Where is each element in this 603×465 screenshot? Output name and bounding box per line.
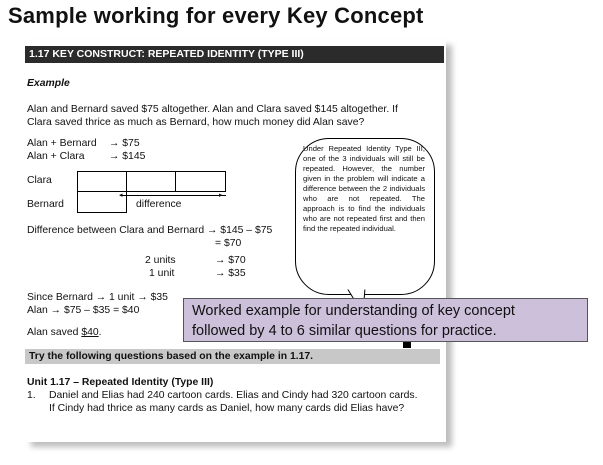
answer-suffix: . xyxy=(98,327,102,338)
question-1-number: 1. xyxy=(27,390,36,401)
model-difference-label: difference xyxy=(136,199,182,210)
clara-bar-divider-2 xyxy=(175,171,176,191)
since-line: Since Bernard → 1 unit → $35 xyxy=(27,292,168,303)
alan-line: Alan → $75 – $35 = $40 xyxy=(27,305,140,316)
example-label: Example xyxy=(27,78,70,89)
difference-line: Difference between Clara and Bernard → $145 – $75 xyxy=(27,225,273,236)
difference-arrow xyxy=(120,195,226,196)
arrow-head-left: ◂ xyxy=(119,192,123,199)
one-unit-value: → $35 xyxy=(215,268,246,279)
two-units-label: 2 units xyxy=(145,255,176,266)
worksheet-page xyxy=(25,40,446,442)
one-unit-label: 1 unit xyxy=(149,268,175,279)
slide-title: Sample working for every Key Concept xyxy=(8,3,424,28)
two-units-value: → $70 xyxy=(215,255,246,266)
section-header: 1.17 KEY CONSTRUCT: REPEATED IDENTITY (TYPE III) xyxy=(25,46,444,63)
callout-line-1: Worked example for understanding of key concept xyxy=(192,303,515,319)
clara-bar-divider-1 xyxy=(126,171,127,191)
speech-bubble-text: Under Repeated Identity Type III, one of the 3 individuals will still be repeated. However, the number given in the problem will indicate a difference between the 2 individuals who are not repeated. The approach is to find the individuals who are not repeated first and then find the repeated individual. xyxy=(303,144,425,233)
equation-1-left: Alan + Bernard xyxy=(27,138,97,149)
equation-2-left: Alan + Clara xyxy=(27,151,85,162)
clara-bar xyxy=(77,171,226,192)
model-label-bernard: Bernard xyxy=(27,199,64,210)
problem-line-2: Clara saved thrice as much as Bernard, how much money did Alan save? xyxy=(27,117,365,128)
problem-line-1: Alan and Bernard saved $75 altogether. Alan and Clara saved $145 altogether. If xyxy=(27,104,398,115)
answer-prefix: Alan saved xyxy=(27,327,82,338)
difference-result: = $70 xyxy=(215,238,242,249)
unit-heading: Unit 1.17 – Repeated Identity (Type III) xyxy=(27,377,214,388)
model-label-clara: Clara xyxy=(27,175,52,186)
callout-line-2: followed by 4 to 6 similar questions for practice. xyxy=(192,323,497,339)
callout-box xyxy=(183,298,588,342)
arrow-head-right: ▸ xyxy=(219,192,223,199)
practice-instruction-bar: Try the following questions based on the example in 1.17. xyxy=(25,349,440,364)
equation-1-right: → $75 xyxy=(109,138,140,149)
answer-value: $40 xyxy=(81,327,99,338)
question-1-line-1: Daniel and Elias had 240 cartoon cards. Elias and Cindy had 320 cartoon cards. xyxy=(49,390,418,401)
equation-2-right: → $145 xyxy=(109,151,146,162)
answer-line xyxy=(27,327,102,339)
question-1-line-2: If Cindy had thrice as many cards as Daniel, how many cards did Elias have? xyxy=(49,403,405,414)
